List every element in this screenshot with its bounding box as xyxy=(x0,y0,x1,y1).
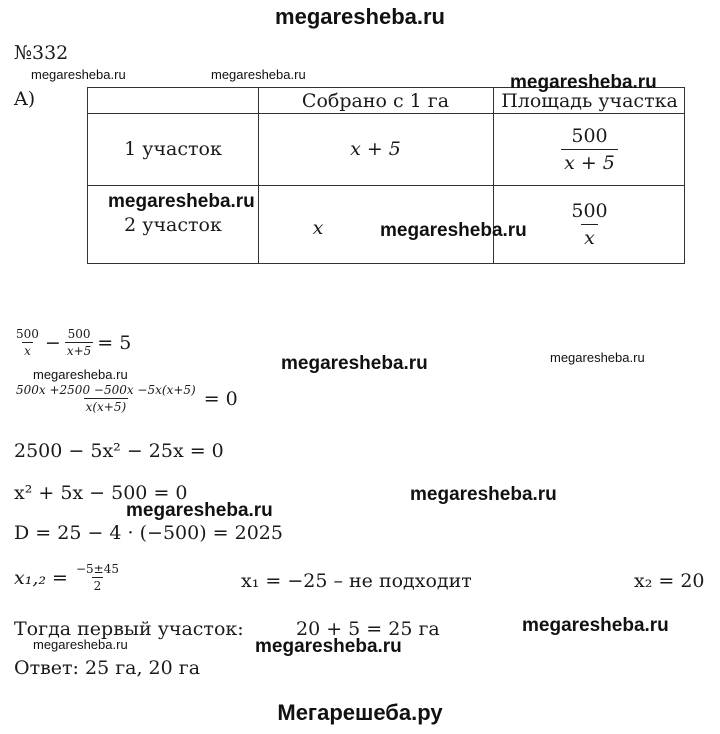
root-x1: x₁ = −25 – не подходит xyxy=(241,570,472,592)
area-numerator: 500 xyxy=(571,124,608,147)
fraction-numerator: 500x +2500 −500x −5x(x+5) xyxy=(16,383,196,397)
watermark: megaresheba.ru xyxy=(33,367,128,382)
table-header-collected: Собрано с 1 га xyxy=(301,89,450,112)
table-header-empty xyxy=(88,88,258,113)
watermark: megaresheba.ru xyxy=(33,637,128,652)
equation-4: x² + 5x − 500 = 0 xyxy=(14,482,188,504)
watermark: megaresheba.ru xyxy=(550,350,645,365)
equation-2 xyxy=(14,383,238,414)
then-value: 20 + 5 = 25 га xyxy=(296,618,440,640)
root-x2: x₂ = 20 xyxy=(634,570,705,592)
area-denominator: x xyxy=(581,224,598,249)
table-row-2-collected: x xyxy=(312,217,324,239)
equation-roots xyxy=(14,562,121,593)
then-label: Тогда первый участок: xyxy=(14,618,244,640)
watermark: megaresheba.ru xyxy=(108,191,255,212)
fraction-numerator: 500 xyxy=(67,327,91,341)
watermark: megaresheba.ru xyxy=(380,220,527,241)
equation-rhs: = 5 xyxy=(97,331,132,354)
equation-1 xyxy=(14,327,131,358)
equation-3: 2500 − 5x² − 25x = 0 xyxy=(14,440,224,462)
site-header: megaresheba.ru xyxy=(275,4,445,29)
equation-discriminant: D = 25 − 4 · (−500) = 2025 xyxy=(14,522,283,544)
fraction-numerator: 500 xyxy=(16,327,39,341)
problem-part: A) xyxy=(14,88,36,110)
watermark: megaresheba.ru xyxy=(211,67,306,82)
roots-lhs: x₁,₂ = xyxy=(14,566,68,589)
fraction-denominator: x(x+5) xyxy=(85,400,127,414)
operator: − xyxy=(44,331,61,354)
table-row-1-collected: x + 5 xyxy=(350,138,401,160)
table-row-2-label: 2 участок xyxy=(124,214,222,236)
watermark: megaresheba.ru xyxy=(410,484,557,505)
fraction-denominator: x xyxy=(24,344,31,358)
answer: Ответ: 25 га, 20 га xyxy=(14,657,201,679)
area-denominator: x + 5 xyxy=(561,149,618,174)
table-row-1-label: 1 участок xyxy=(124,138,222,160)
fraction-numerator: −5±45 xyxy=(75,562,119,576)
watermark: megaresheba.ru xyxy=(126,500,273,521)
area-numerator: 500 xyxy=(571,199,608,222)
table-header-area: Площадь участка xyxy=(501,89,678,112)
fraction-denominator: x+5 xyxy=(66,344,92,358)
equation-rhs: = 0 xyxy=(203,387,238,410)
table-row-1-area xyxy=(493,113,686,185)
site-footer: Мегарешеба.ру xyxy=(277,700,443,725)
fraction-denominator: 2 xyxy=(93,579,102,593)
problem-number: №332 xyxy=(14,42,69,64)
watermark: megaresheba.ru xyxy=(31,67,126,82)
watermark: megaresheba.ru xyxy=(255,636,402,657)
watermark: megaresheba.ru xyxy=(522,615,669,636)
watermark: megaresheba.ru xyxy=(281,353,428,374)
watermark: megaresheba.ru xyxy=(510,72,657,93)
